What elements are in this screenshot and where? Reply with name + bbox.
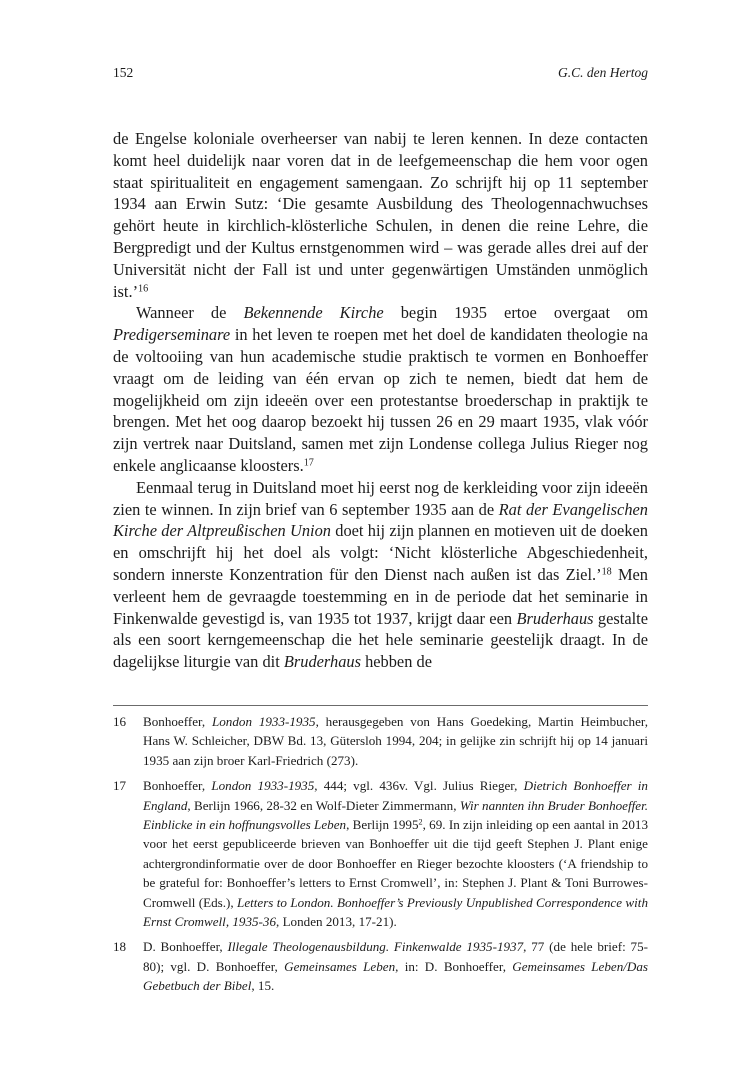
text-run: Bonhoeffer, <box>143 714 212 729</box>
text-run: in het leven te roepen met het doel de kandidaten theologie na de voltooiing van hun academische studie praktisch te vormen en Bonhoeffer vraagt om de leiding van één ervan op zich te nemen, biedt dat hem de mogelijkheid om zijn ideeën over een protestantse broederschap in praktijk te brengen. Met het oog daarop bezoekt hij tussen 26 en 29 maart 1935, vlak vóór zijn vertrek naar Duitsland, samen met zijn Londense collega Julius Rieger nog enkele anglicaanse kloosters. <box>113 325 648 475</box>
text-run: , 444; vgl. 436v. Vgl. Julius Rieger, <box>314 778 524 794</box>
italic-term: Bruderhaus <box>283 652 361 672</box>
italic-title: Wir nannten ihn Bruder Bonhoeffer. Einblicke in ein hoffnungsvolles Leben <box>143 797 648 833</box>
footnote-number: 17 <box>113 778 127 794</box>
text-run: , Berlijn 1995 <box>346 817 419 833</box>
italic-term: Bekennende Kirche <box>243 303 384 323</box>
footnotes <box>113 712 648 1002</box>
text-run: begin 1935 ertoe overgaat om <box>383 303 648 323</box>
running-head-author: G.C. den Hertog <box>558 65 648 80</box>
italic-title: Gemeinsames Leben/Das Gebetbuch der Bibel <box>143 958 649 994</box>
paragraph-2 <box>113 302 648 476</box>
italic-title: London 1933-1935 <box>211 778 315 794</box>
text-run: , Berlijn 1966, 28-32 en Wolf-Dieter Zimmermann, <box>187 797 460 813</box>
text-run: , Londen 2013, 17-21). <box>276 914 397 930</box>
text-run: , 69. In zijn inleiding op een aantal in 2013 voor het eerst gepubliceerde brieven van Bonhoeffer uit die tijd geeft Stephen J. Plant enige achtergrondinformatie over de door Bonhoeffer en Rieger bezochte kloosters (‘A friendship to be grateful for: Bonhoeffer’s letters to Ernst Cromwell’, in: Stephen J. Plant & Toni Burrowes-Cromwell (Eds.), <box>143 817 648 910</box>
italic-title: Gemeinsames Leben <box>284 958 396 974</box>
text-run: gestalte als een soort kerngemeenschap die het hele seminarie geestelijk draagt. In de dagelijkse liturgie van dit <box>113 608 648 672</box>
footnote-ref-16[interactable]: 16 <box>138 283 149 294</box>
italic-term: Bruderhaus <box>516 608 594 628</box>
text-run: Bonhoeffer, <box>143 778 212 794</box>
italic-title: Letters to London. Bonhoeffer’s Previously Unpublished Correspondence with Ernst Cromwell, 1935-36 <box>143 894 648 930</box>
italic-title: Dietrich Bonhoeffer in England <box>143 778 648 813</box>
text-run: , herausgegeben von Hans Goedeking, Martin Heimbucher, Hans W. Schleicher, DBW Bd. 13, Gütersloh 1994, 204; in gelijke zin schrijft hij op 14 januari 1935 aan zijn broer Karl-Friedrich (273). <box>143 714 648 768</box>
footnote-17 <box>113 776 648 931</box>
italic-title: Illegale Theologenausbildung. Finkenwalde 1935-1937 <box>227 939 524 955</box>
italic-term: Predigerseminare <box>113 325 231 345</box>
edition-superscript: 2 <box>418 817 423 827</box>
body-text <box>113 128 648 673</box>
footnote-number: 16 <box>113 714 127 729</box>
footnote-number: 18 <box>113 939 127 955</box>
italic-term: Rat der Evangelischen Kirche der Altpreußischen Union <box>113 499 648 541</box>
italic-title: London 1933-1935 <box>211 714 316 729</box>
text-run: Wanneer de <box>136 303 244 323</box>
text-run: , in: D. Bonhoeffer, <box>395 958 513 974</box>
page-number: 152 <box>113 65 134 80</box>
footnote-ref-17[interactable]: 17 <box>303 457 314 469</box>
text-run: Men verleent hem de gevraagde toestemming en in de periode dat het seminarie in Finkenwalde gevestigd is, van 1935 tot 1937, krijgt daar een <box>113 564 648 628</box>
text-run: doet hij zijn plannen en motieven uit de doeken en omschrijft hij het doel als volgt: ‘Nicht klösterliche Abgeschiedenheit, sondern innerste Konzentration für den Dienst nach außen ist das Ziel.’ <box>113 521 648 584</box>
footnote-18 <box>113 937 648 995</box>
text-run: de Engelse koloniale overheerser van nabij te leren kennen. In deze contacten komt heel duidelijk naar voren dat in de leefgemeenschap die hem voor ogen staat spiritualiteit en engagement samengaan. Zo schrijft hij op 11 september 1934 aan Erwin Sutz: ‘Die gesamte Ausbildung des Theologennachwuchses gehört heute in kirchlich-klösterliche Schulen, in denen die reine Lehre, die Bergpredigt und der Kultus ernstgenommen wird – was gerade alles drei auf der Universität nicht der Fall ist und unter gegenwärtigen Umständen unmöglich ist.’ <box>113 129 648 301</box>
footnote-16 <box>113 712 648 770</box>
text-run: Eenmaal terug in Duitsland moet hij eerst nog de kerkleiding voor zijn ideeën zien te winnen. In zijn brief van 6 september 1935 aan de <box>113 477 648 519</box>
text-run: hebben de <box>360 652 432 672</box>
text-run: , 77 (de hele brief: 75-80); vgl. D. Bonhoeffer, <box>143 939 648 974</box>
text-run: , 15. <box>251 978 275 994</box>
paragraph-1 <box>113 128 648 302</box>
footnote-ref-18[interactable]: 18 <box>601 566 612 578</box>
footnote-divider <box>113 705 648 706</box>
paragraph-3 <box>113 477 648 673</box>
text-run: D. Bonhoeffer, <box>143 939 228 955</box>
